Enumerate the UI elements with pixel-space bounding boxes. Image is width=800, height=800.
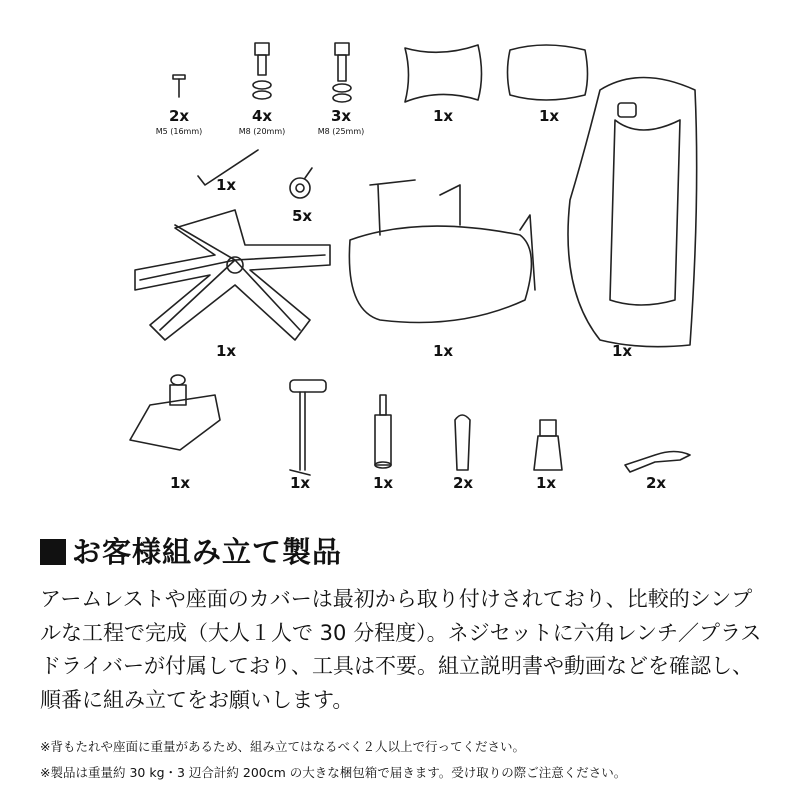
section-body: アームレストや座面のカバーは最初から取り付けされており、比較的シンプルな工程で完成（大人１人で 30 分程度）。ネジセットに六角レンチ／プラスドライバーが付属しており、工具は不要。組立説明書や動画などを確認し、順番に組み立てをお願いします。 <box>40 587 762 712</box>
head-pillow-qty: 1x <box>432 107 454 125</box>
backrest-qty: 1x <box>611 342 633 360</box>
gas-lift-icon <box>375 395 391 468</box>
casters-qty: 5x <box>291 207 313 225</box>
section-heading-text: お客様組み立て製品 <box>72 535 343 569</box>
seat-qty: 1x <box>432 342 454 360</box>
hex-key-qty: 1x <box>215 176 237 194</box>
note-1: ※背もたれや座面に重量があるため、組み立てはなるべく２人以上で行ってください。 <box>40 739 525 754</box>
screw-m5-qty: 2x <box>168 107 190 125</box>
mechanism-qty: 1x <box>169 474 191 492</box>
caster-icon <box>290 168 312 198</box>
section-heading <box>40 530 342 571</box>
screw-m5-spec: M5 (16mm) <box>155 127 203 136</box>
gas-lift-cover-icon <box>534 420 562 470</box>
mechanism-icon <box>130 375 220 450</box>
lever-cap-icon <box>625 452 690 473</box>
bolt-m8-25-qty: 3x <box>330 107 352 125</box>
bolt-m8-20-icon <box>253 43 271 99</box>
screw-m5-icon <box>173 75 185 97</box>
side-covers-qty: 2x <box>452 474 474 492</box>
note-2: ※製品は重量約 30 kg・3 辺合計約 200cm の大きな梱包箱で届きます。受け取りの際ご注意ください。 <box>40 765 627 780</box>
bolt-m8-25-icon <box>333 43 351 102</box>
bolt-m8-25-spec: M8 (25mm) <box>317 127 365 136</box>
seat-icon <box>349 180 535 323</box>
lumbar-pillow-icon <box>508 45 588 100</box>
gas-lift-cover-qty: 1x <box>535 474 557 492</box>
square-bullet-icon <box>40 539 66 565</box>
head-pillow-icon <box>405 45 482 102</box>
lever-qty: 1x <box>289 474 311 492</box>
lumbar-pillow-qty: 1x <box>538 107 560 125</box>
backrest-icon <box>568 78 697 347</box>
gas-lift-qty: 1x <box>372 474 394 492</box>
side-cover-icon <box>455 415 470 470</box>
base-icon <box>135 210 330 340</box>
base-qty: 1x <box>215 342 237 360</box>
bolt-m8-20-spec: M8 (20mm) <box>238 127 286 136</box>
lever-caps-qty: 2x <box>645 474 667 492</box>
lever-icon <box>290 380 326 475</box>
bolt-m8-20-qty: 4x <box>251 107 273 125</box>
